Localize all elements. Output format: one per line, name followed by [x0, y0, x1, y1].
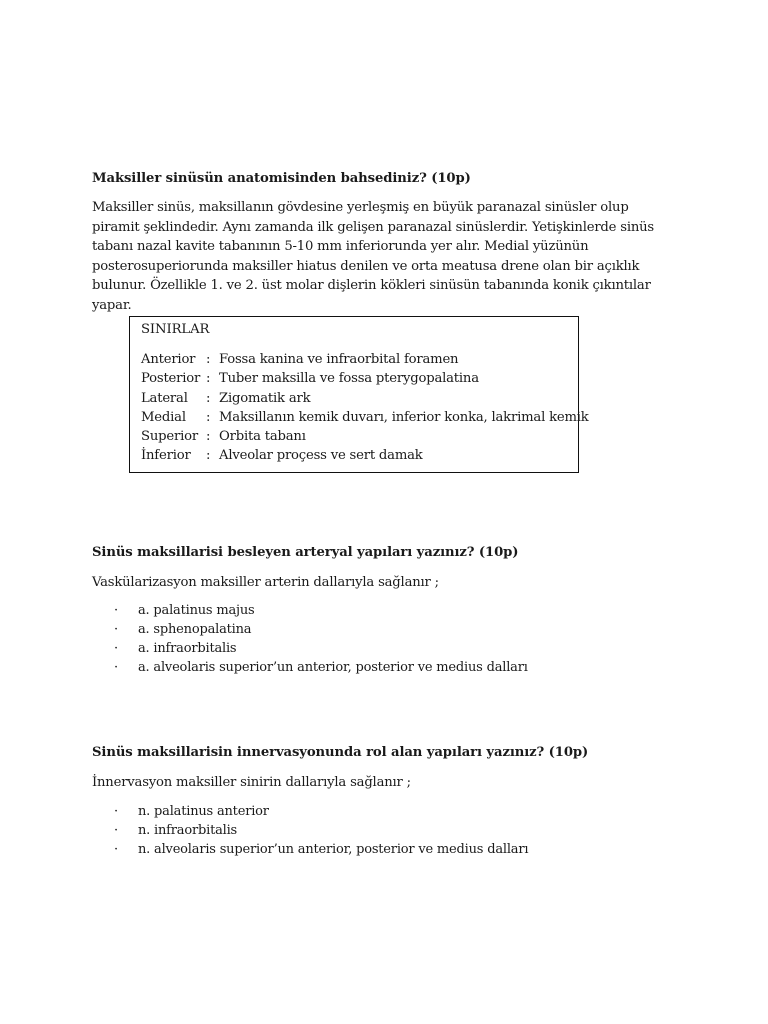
bullet-icon: · [114, 842, 118, 857]
boundary-row [141, 446, 589, 465]
boundary-row [141, 427, 589, 446]
bullet-icon: · [114, 804, 118, 819]
boundary-separator: : [206, 409, 211, 425]
boundary-value: Tuber maksilla ve fossa pterygopalatina [219, 371, 479, 387]
boundaries-box-title: SINIRLAR [141, 322, 210, 337]
boundary-value: Fossa kanina ve infraorbital foramen [219, 352, 459, 367]
list-item [110, 639, 528, 658]
list-item-text: n. infraorbitalis [138, 823, 238, 838]
boundary-value: Maksillanın kemik duvarı, inferior konka, lakrimal kemik [219, 409, 589, 425]
bullet-icon: · [114, 823, 118, 838]
boundary-value: Zigomatik ark [219, 390, 311, 406]
list-item [110, 840, 528, 859]
boundary-separator: : [206, 371, 211, 387]
boundary-row [141, 389, 589, 408]
boundaries-list [141, 350, 589, 466]
question-1-paragraph: Maksiller sinüs, maksillanın gövdesine yerleşmiş en büyük paranazal sinüsler olup piramit şeklindedir. Aynı zamanda ilk gelişen paranazal sinüslerdir. Yetişkinlerde sinüs tabanı nazal kavite tabanının 5-10 mm inferiorunda yer alır. Medial yüzünün posterosuperiorunda maksiller hiatus denilen ve orta meatusa drene olan bir açıklık bulunur. Özellikle 1. ve 2. üst molar dişlerin kökleri sinüsün tabanında konik çıkıntılar yapar. [92, 200, 655, 313]
question-2-title: Sinüs maksillarisi besleyen arteryal yapıları yazınız? (10p) [92, 545, 519, 560]
list-item [110, 620, 528, 639]
boundary-separator: : [206, 352, 211, 367]
boundary-row [141, 369, 589, 388]
list-item-text: a. alveolaris superior’un anterior, posterior ve medius dalları [138, 660, 528, 675]
list-item [110, 658, 528, 677]
boundary-label: İnferior [141, 448, 191, 464]
boundary-row [141, 408, 589, 427]
question-3-intro: İnnervasyon maksiller sinirin dallarıyla sağlanır ; [92, 775, 411, 790]
boundaries-box [129, 316, 589, 473]
boundary-label: Posterior [141, 371, 201, 387]
boundary-label: Medial [141, 409, 186, 425]
boundary-separator: : [206, 448, 211, 464]
boundary-row [141, 350, 589, 369]
list-item [110, 601, 528, 620]
boundary-label: Lateral [141, 390, 188, 406]
innervation-list [110, 802, 528, 859]
list-item [110, 802, 528, 821]
bullet-icon: · [114, 603, 118, 618]
bullet-icon: · [114, 641, 118, 656]
question-3-title: Sinüs maksillarisin innervasyonunda rol alan yapıları yazınız? (10p) [92, 745, 589, 760]
list-item-text: a. infraorbitalis [138, 641, 237, 656]
bullet-icon: · [114, 622, 118, 637]
list-item-text: n. alveolaris superior’un anterior, posterior ve medius dalları [138, 842, 529, 857]
list-item-text: n. palatinus anterior [138, 804, 269, 819]
question-2-intro: Vaskülarizasyon maksiller arterin dallarıyla sağlanır ; [92, 575, 439, 590]
boundary-separator: : [206, 429, 211, 445]
list-item-text: a. sphenopalatina [138, 622, 252, 637]
list-item-text: a. palatinus majus [138, 603, 255, 618]
arterial-list [110, 601, 528, 677]
list-item [110, 821, 528, 840]
question-1-title: Maksiller sinüsün anatomisinden bahsediniz? (10p) [92, 171, 471, 186]
boundary-separator: : [206, 390, 211, 406]
bullet-icon: · [114, 660, 118, 675]
boundary-value: Alveolar proçess ve sert damak [219, 448, 423, 464]
boundary-value: Orbita tabanı [219, 429, 306, 445]
boundary-label: Anterior [141, 352, 196, 367]
boundary-label: Superior [141, 429, 198, 445]
